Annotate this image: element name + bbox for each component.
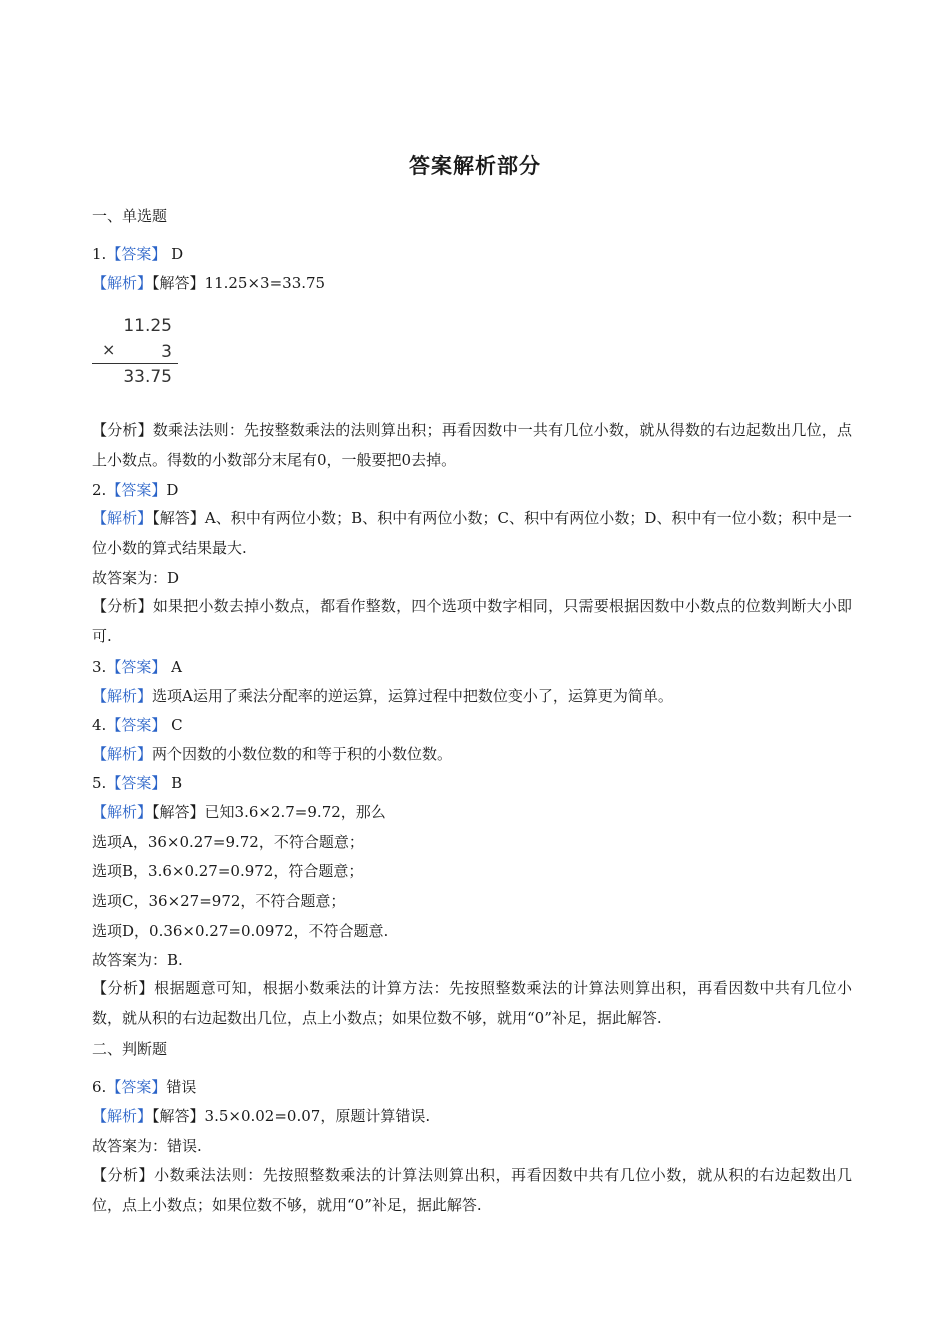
q5-option-c: 选项C，36×27=972，不符合题意； (92, 892, 346, 910)
q1-explanation-line (92, 272, 325, 294)
q5-explanation-line (92, 801, 386, 823)
q2-solution: A、积中有两位小数；B、积中有两位小数；C、积中有两位小数；D、积中有一位小数；积中是一位小数的算式结果最大. (92, 509, 852, 557)
q6-conclusion: 故答案为：错误. (92, 1137, 202, 1155)
q6-solution: 3.5×0.02=0.07，原题计算错误. (204, 1107, 431, 1125)
answer-tag: 【答案】 (106, 716, 167, 734)
q1-solution: 11.25×3=33.75 (204, 274, 326, 292)
analysis-tag: 【解析】 (92, 803, 153, 821)
q1-analysis (92, 416, 852, 475)
q6-answer: 错误 (166, 1078, 197, 1096)
q4-explanation-text: 两个因数的小数位数的和等于积的小数位数。 (152, 745, 453, 763)
q6-analysis (92, 1161, 852, 1220)
q6-analysis-text: 小数乘法法则：先按照整数乘法的计算法则算出积，再看因数中共有几位小数，就从积的右边起数出几位，点上小数点；如果位数不够，就用“0”补足，据此解答. (92, 1166, 852, 1214)
q3-answer-line (92, 656, 182, 678)
q5-solution: 已知3.6×2.7=9.72，那么 (204, 803, 386, 821)
q2-number: 2. (92, 481, 107, 499)
answer-tag: 【答案】 (106, 245, 167, 263)
q2-analysis (92, 592, 852, 651)
analysis-tag: 【解析】 (92, 1107, 153, 1125)
q1-number: 1. (92, 245, 107, 263)
solution-tag: 【解答】 (152, 803, 205, 821)
solution-tag: 【解答】 (152, 1107, 205, 1125)
multiplicand: 11.25 (123, 316, 172, 336)
q4-number: 4. (92, 716, 107, 734)
fenxi-tag: 【分析】 (92, 1166, 155, 1184)
analysis-tag: 【解析】 (92, 509, 153, 527)
calc-divider (92, 363, 178, 364)
q5-number: 5. (92, 774, 107, 792)
answer-tag: 【答案】 (106, 658, 167, 676)
multiplier: 3 (161, 342, 172, 362)
q5-answer-line (92, 772, 182, 794)
q3-explanation (92, 685, 673, 707)
q2-answer: D (166, 481, 179, 499)
q3-explanation-text: 选项A运用了乘法分配率的逆运算，运算过程中把数位变小了，运算更为简单。 (152, 687, 673, 705)
multiply-sign: × (102, 340, 116, 359)
analysis-tag: 【解析】 (92, 687, 153, 705)
q2-analysis-text: 如果把小数去掉小数点，都看作整数，四个选项中数字相同，只需要根据因数中小数点的位数判断大小即可. (92, 597, 852, 645)
q3-answer: A (166, 658, 182, 676)
fenxi-tag: 【分析】 (92, 979, 155, 997)
q5-analysis-text: 根据题意可知，根据小数乘法的计算方法：先按照整数乘法的计算法则算出积，再看因数中共有几位小数，就从积的右边起数出几位，点上小数点；如果位数不够，就用“0”补足，据此解答. (92, 979, 852, 1027)
q4-explanation (92, 743, 452, 765)
answer-tag: 【答案】 (106, 774, 167, 792)
fenxi-tag: 【分析】 (92, 421, 153, 439)
answer-tag: 【答案】 (106, 1078, 167, 1096)
q4-answer-line (92, 714, 183, 736)
q6-explanation-line (92, 1105, 430, 1127)
q5-conclusion: 故答案为：B. (92, 951, 183, 969)
q5-option-a: 选项A，36×0.27=9.72，不符合题意； (92, 833, 364, 851)
q5-option-b: 选项B，3.6×0.27=0.972，符合题意； (92, 862, 364, 880)
q1-answer: D (166, 245, 184, 263)
q2-explanation (92, 504, 852, 563)
q1-answer-line (92, 243, 183, 265)
q6-answer-line (92, 1076, 196, 1098)
analysis-tag: 【解析】 (92, 274, 153, 292)
q1-analysis-text: 数乘法法则：先按整数乘法的法则算出积；再看因数中一共有几位小数，就从得数的右边起数出几位，点上小数点。得数的小数部分末尾有0，一般要把0去掉。 (92, 421, 852, 469)
solution-tag: 【解答】 (152, 274, 205, 292)
answer-tag: 【答案】 (106, 481, 167, 499)
q5-answer: B (166, 774, 183, 792)
section-heading-single-choice: 一、单选题 (92, 207, 168, 225)
q4-answer: C (166, 716, 183, 734)
page-title: 答案解析部分 (409, 153, 541, 178)
vertical-multiplication (92, 312, 192, 392)
analysis-tag: 【解析】 (92, 745, 153, 763)
fenxi-tag: 【分析】 (92, 597, 153, 615)
q6-number: 6. (92, 1078, 107, 1096)
q5-option-d: 选项D，0.36×0.27=0.0972，不符合题意. (92, 922, 389, 940)
q5-analysis (92, 974, 852, 1033)
product: 33.75 (123, 367, 172, 387)
q2-answer-line (92, 479, 178, 501)
solution-tag: 【解答】 (152, 509, 205, 527)
q3-number: 3. (92, 658, 107, 676)
section-heading-judgement: 二、判断题 (92, 1040, 168, 1058)
q2-conclusion: 故答案为：D (92, 569, 180, 587)
